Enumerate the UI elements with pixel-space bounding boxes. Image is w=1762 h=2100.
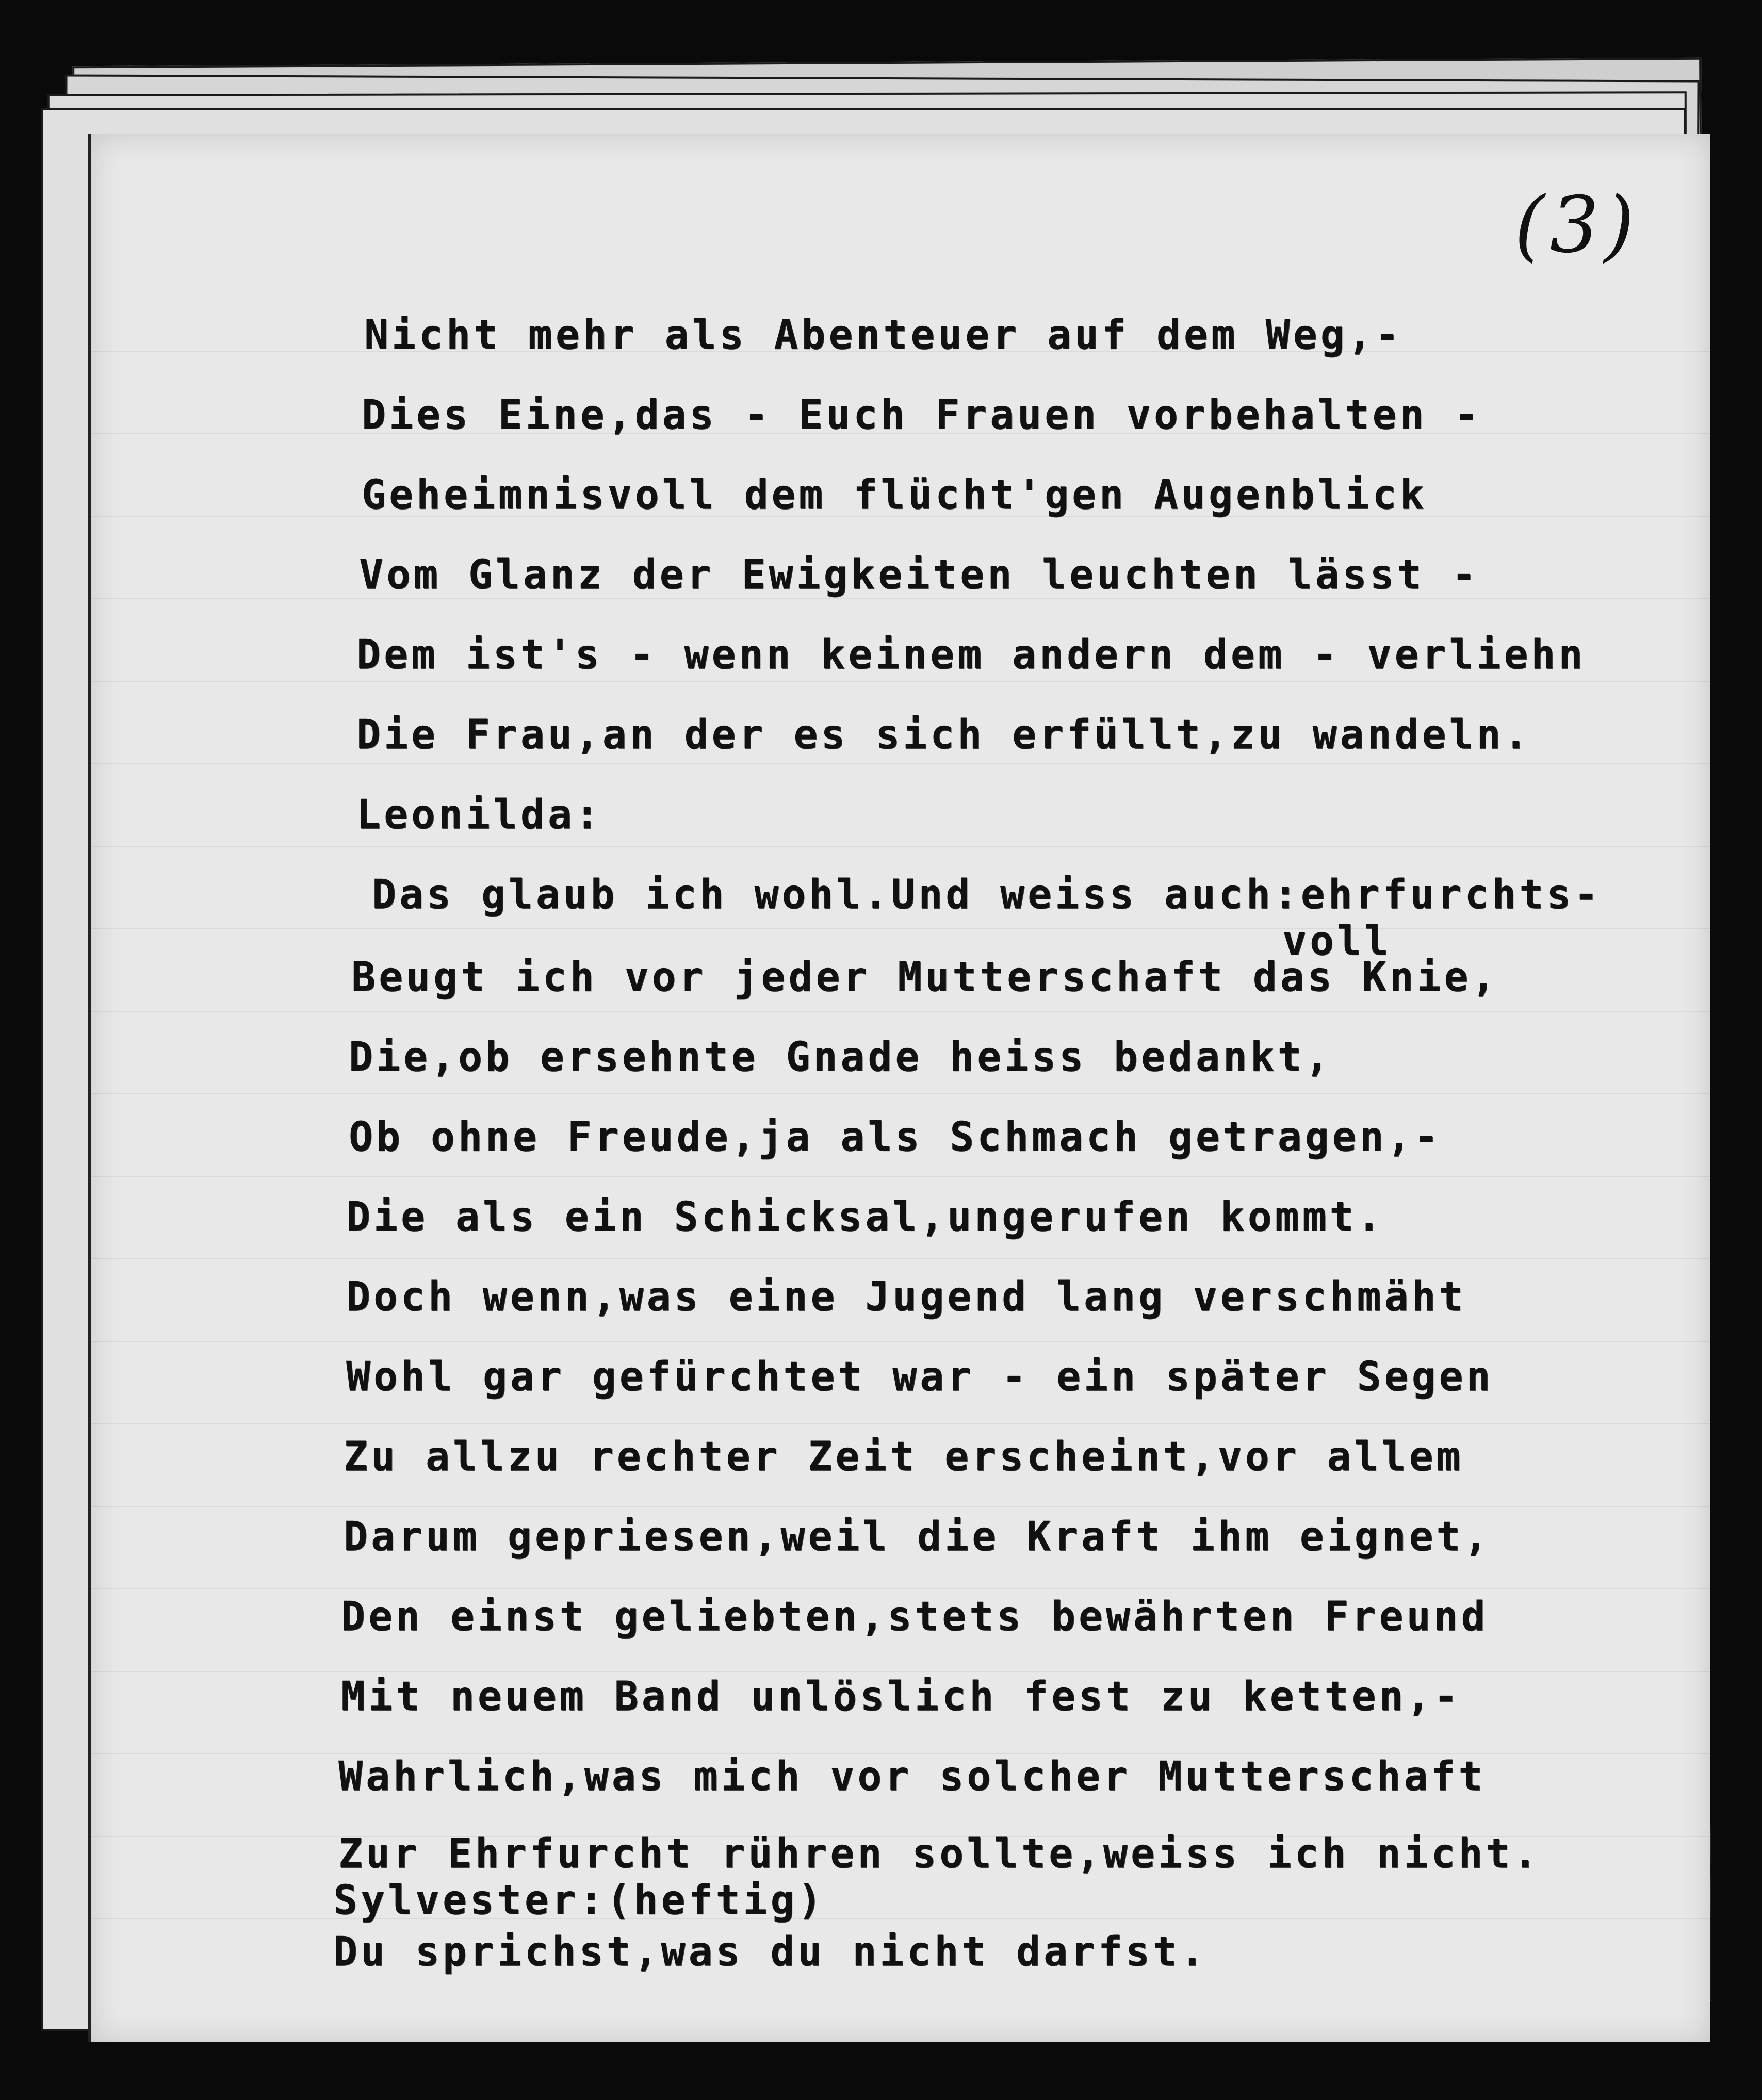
text-line: Dies Eine,das - Euch Frauen vorbehalten - [362,392,1482,438]
text-line: Darum gepriesen,weil die Kraft ihm eignet, [344,1514,1491,1560]
text-line: Die als ein Schicksal,ungerufen kommt. [346,1194,1384,1240]
text-line: Du sprichst,was du nicht darfst. [333,1929,1208,1975]
text-line: Zu allzu rechter Zeit erscheint,vor allem [344,1434,1464,1480]
text-line: Das glaub ich wohl.Und weiss auch:ehrfurchts- [372,872,1602,918]
text-line: Vom Glanz der Ewigkeiten leuchten lässt - [359,552,1479,598]
text-line: Geheimnisvoll dem flücht'gen Augenblick [362,472,1427,518]
folio-number: (3) [1514,181,1640,270]
speaker-label: Sylvester:(heftig) [333,1877,825,1924]
text-line: Zur Ehrfurcht rühren sollte,weiss ich nicht. [338,1831,1541,1877]
text-line: Nicht mehr als Abenteuer auf dem Weg,- [364,312,1402,358]
text-line: Wahrlich,was mich vor solcher Mutterschaft [338,1753,1486,1800]
text-line: Mit neuem Band unlöslich fest zu ketten,- [341,1674,1461,1720]
text-line: Die,ob ersehnte Gnade heiss bedankt, [349,1034,1332,1080]
typewritten-page [88,134,1710,2042]
text-line: Wohl gar gefürchtet war - ein später Segen [346,1354,1494,1400]
text-line: Den einst geliebten,stets bewährten Freund [341,1594,1489,1640]
text-line: Die Frau,an der es sich erfüllt,zu wandeln. [356,712,1531,758]
text-line: Doch wenn,was eine Jugend lang verschmäht [346,1274,1466,1320]
text-line: voll [1282,918,1392,964]
text-line: Beugt ich vor jeder Mutterschaft das Knie, [351,954,1499,1000]
text-line: Ob ohne Freude,ja als Schmach getragen,- [349,1114,1442,1160]
speaker-label: Leonilda: [356,792,602,838]
text-line: Dem ist's - wenn keinem andern dem - verliehn [356,632,1586,678]
